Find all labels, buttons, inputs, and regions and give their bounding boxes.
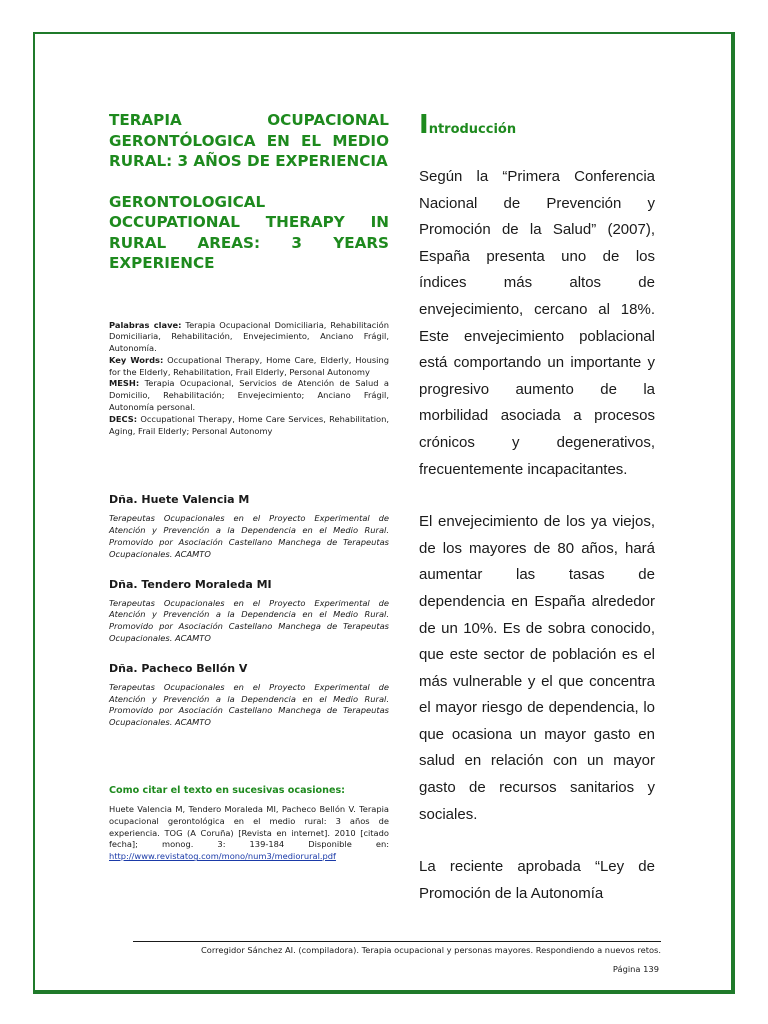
palabras-clave-text: Terapia Ocupacional Domiciliaria, Rehabilitación Domiciliaria, Rehabilitación, Envejecimiento, Anciano Frágil, Autonomía.	[109, 319, 389, 354]
drop-cap: I	[419, 110, 429, 140]
author-block	[109, 662, 389, 729]
keywords-block	[109, 320, 389, 438]
palabras-clave	[109, 320, 389, 355]
author-block	[109, 493, 389, 560]
author-name: Dña. Huete Valencia M	[109, 493, 250, 507]
page-number: Página 139	[612, 964, 659, 974]
title-english: GERONTOLOGICAL OCCUPATIONAL THERAPY IN RURAL AREAS: 3 YEARS EXPERIENCE	[109, 192, 389, 272]
key-words	[109, 355, 389, 379]
decs-label: DECS:	[109, 413, 138, 424]
body-paragraph: El envejecimiento de los ya viejos, de los mayores de 80 años, hará aumentar las tasas de dependencia en España alrededor de un 10%. Es de sobra conocido, que este sector de población es el más vulnerable y el que concentra el mayor riesgo de dependencia, lo que ocasiona un mayor gasto en salud en relación con un mayor gasto de recursos sanitarios y sociales.	[419, 513, 655, 823]
citation-link[interactable]: http://www.revistatog.com/mono/num3/mediorural.pdf	[109, 851, 336, 862]
section-heading-text: ntroducción	[428, 122, 517, 137]
author-affiliation: Terapeutas Ocupacionales en el Proyecto Experimental de Atención y Prevención a la Dependencia en el Medio Rural. Promovido por Asociación Castellano Manchega de Terapeutas Ocupacionales. ACAMTO	[109, 597, 389, 644]
body-paragraph: Según la “Primera Conferencia Nacional de Prevención y Promoción de la Salud” (2007), España presenta uno de los índices más altos de envejecimiento, cercano al 18%. Este envejecimiento poblacional está comportando un importante y progresivo aumento de la morbilidad asociada a procesos crónicos y degenerativos, frecuentemente incapacitantes.	[419, 168, 655, 478]
decs-terms	[109, 414, 389, 438]
mesh-terms	[109, 378, 389, 413]
decs-text: Occupational Therapy, Home Care Services, Rehabilitation, Aging, Frail Elderly; Personal Autonomy	[109, 413, 389, 436]
citation-reference: Huete Valencia M, Tendero Moraleda MI, Pacheco Bellón V. Terapia ocupacional gerontológica en el medio rural: 3 años de experiencia. TOG (A Coruña) [Revista en internet]. 2010 [citado fecha]; monog. 3: 139-184 Disponible en:	[109, 804, 389, 850]
author-name: Dña. Tendero Moraleda MI	[109, 577, 272, 591]
mesh-text: Terapia Ocupacional, Servicios de Atención de Salud a Domicilio, Rehabilitación; Envejecimiento; Anciano Frágil, Autonomía personal.	[109, 378, 389, 413]
author-affiliation: Terapeutas Ocupacionales en el Proyecto Experimental de Atención y Prevención a la Dependencia en el Medio Rural. Promovido por Asociación Castellano Manchega de Terapeutas Ocupacionales. ACAMTO	[109, 681, 389, 728]
author-name: Dña. Pacheco Bellón V	[109, 661, 248, 675]
body-paragraph: La reciente aprobada “Ley de Promoción de la Autonomía	[419, 858, 655, 902]
key-words-text: Occupational Therapy, Home Care, Elderly, Housing for the Elderly, Rehabilitation, Frail Elderly, Personal Autonomy	[109, 354, 389, 377]
palabras-clave-label: Palabras clave:	[109, 319, 182, 330]
author-affiliation: Terapeutas Ocupacionales en el Proyecto Experimental de Atención y Prevención a la Dependencia en el Medio Rural. Promovido por Asociación Castellano Manchega de Terapeutas Ocupacionales. ACAMTO	[109, 513, 389, 559]
mesh-label: MESH:	[109, 378, 140, 389]
right-column	[419, 112, 655, 907]
citation-text	[109, 804, 389, 863]
author-block	[109, 578, 389, 645]
key-words-label: Key Words:	[109, 354, 164, 365]
title-spanish: TERAPIA OCUPACIONAL GERONTÓLOGICA EN EL MEDIO RURAL: 3 AÑOS DE EXPERIENCIA	[109, 111, 389, 170]
left-column	[109, 110, 389, 863]
footer-reference: Corregidor Sánchez AI. (compiladora). Terapia ocupacional y personas mayores. Respondiendo a nuevos retos.	[200, 945, 661, 955]
footer-rule	[133, 941, 661, 942]
section-heading-introduccion	[419, 112, 655, 143]
citation-heading: Como citar el texto en sucesivas ocasiones:	[109, 785, 346, 797]
